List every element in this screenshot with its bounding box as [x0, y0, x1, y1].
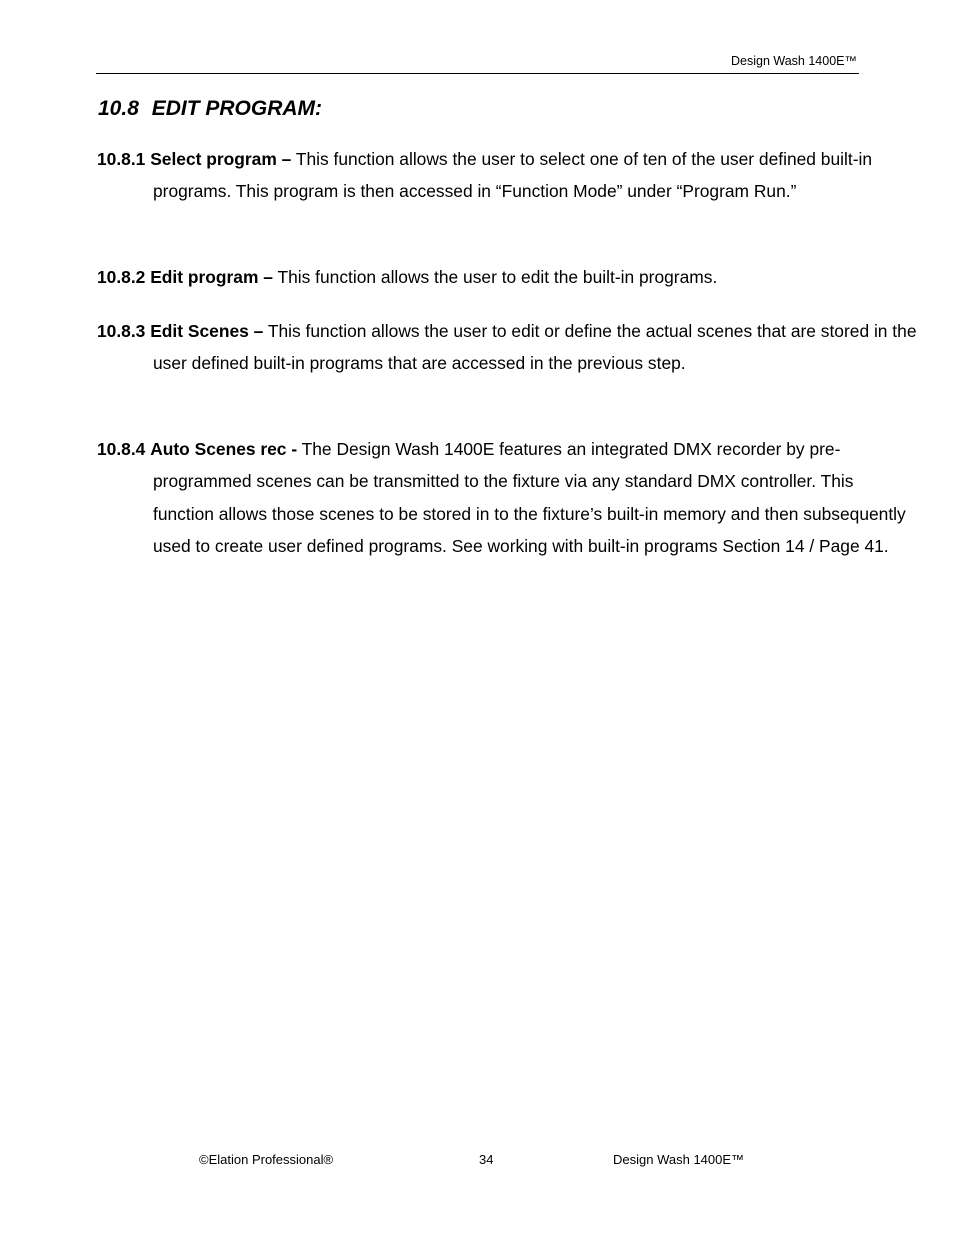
header-title: Design Wash 1400E™ — [731, 54, 857, 68]
section-title: EDIT PROGRAM: — [151, 97, 323, 120]
subsection-text: This function allows the user to edit or define the actual scenes that are stored in the user defined built-in programs that are accessed in the previous step. — [153, 321, 917, 374]
subsection-auto-scenes-rec — [97, 433, 917, 562]
page-header — [96, 0, 859, 74]
section-heading — [98, 95, 322, 123]
subsection-select-program — [97, 143, 917, 208]
subsection-edit-program — [97, 261, 917, 293]
section-number: 10.8 — [98, 97, 139, 120]
subsection-title: Select program – — [150, 149, 292, 169]
subsection-number: 10.8.3 — [97, 321, 146, 341]
subsection-number: 10.8.4 — [97, 439, 146, 459]
subsection-number: 10.8.2 — [97, 267, 146, 287]
subsection-title: Auto Scenes rec - — [150, 439, 298, 459]
subsection-title: Edit Scenes – — [150, 321, 264, 341]
subsection-text: This function allows the user to edit the built-in programs. — [277, 267, 718, 287]
subsection-text: This function allows the user to select one of ten of the user defined built-in programs. This program is then accessed in “Function Mode” under “Program Run.” — [153, 149, 873, 202]
subsection-number: 10.8.1 — [97, 149, 146, 169]
subsection-edit-scenes — [97, 315, 917, 380]
subsection-title: Edit program – — [150, 267, 273, 287]
subsection-text: The Design Wash 1400E features an integrated DMX recorder by pre-programmed scenes can be transmitted to the fixture via any standard DMX controller. This function allows those scenes to be stored in to the fixture’s built-in memory and then subsequently used to create user defined programs. See working with built-in programs Section 14 / Page 41. — [153, 439, 906, 556]
footer-copyright: ©Elation Professional® — [199, 1152, 334, 1167]
footer-product-name: Design Wash 1400E™ — [613, 1152, 745, 1167]
footer-page-number: 34 — [479, 1152, 494, 1167]
